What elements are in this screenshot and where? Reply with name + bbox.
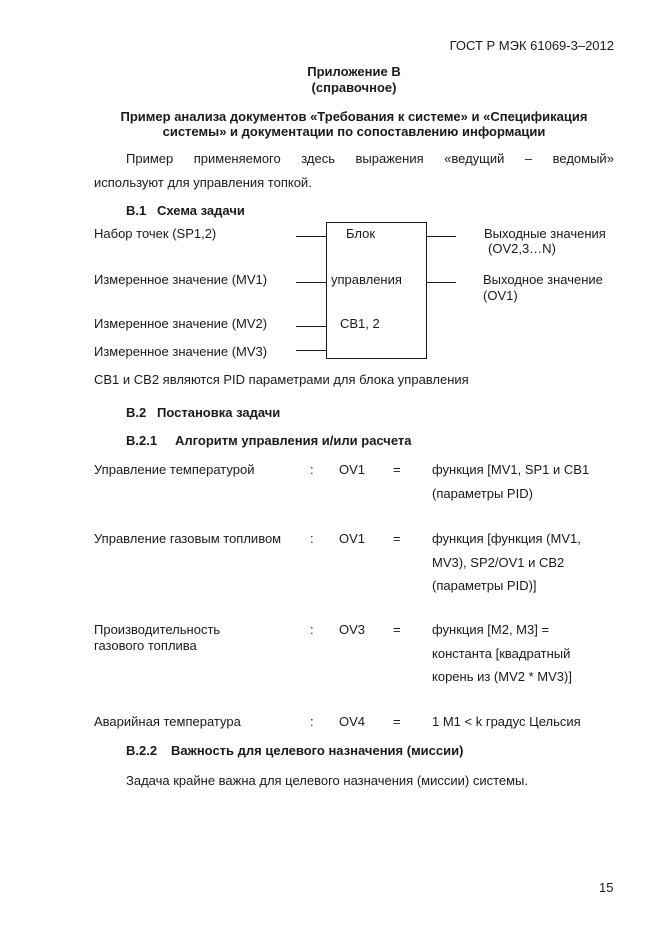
intro-word: здесь [301,151,336,166]
row-variable: OV3 [339,622,366,637]
input-connector-line [296,326,326,327]
document-standard-header: ГОСТ Р МЭК 61069-3–2012 [449,38,614,53]
control-block-label-3: CB1, 2 [340,316,380,331]
output-connector-line [426,282,456,283]
input-connector-line [296,350,326,351]
row-equals: = [393,714,401,729]
diagram-output-2-line1: Выходное значение [483,272,603,287]
row-equals: = [393,462,401,477]
diagram-output-1-line2: (OV2,3…N) [488,241,556,256]
section-b21-number: В.2.1 [126,433,158,448]
row-name: Управление температурой [94,462,255,477]
row-name: газового топлива [94,638,197,653]
intro-word: применяемого [193,151,281,166]
control-block-label-1: Блок [346,226,376,241]
row-variable: OV4 [339,714,366,729]
row-name: Производительность [94,622,221,637]
input-connector-line [296,236,326,237]
diagram-output-1-line1: Выходные значения [484,226,606,241]
diagram-output-2-line2: (OV1) [483,288,518,303]
row-equals: = [393,622,401,637]
section-b1-number: В.1 [126,203,147,218]
intro-word: – [524,151,533,166]
intro-word: «ведущий [444,151,505,166]
row-function-line: константа [квадратный [432,646,571,661]
section-b2-title: Постановка задачи [157,405,281,420]
section-b22-title: Важность для целевого назначения (миссии) [171,743,464,758]
control-block-label-2: управления [331,272,402,287]
row-variable: OV1 [339,531,366,546]
section-b22-number: В.2.2 [126,743,158,758]
diagram-input-mv1: Измеренное значение (MV1) [94,272,268,287]
row-function-line: функция [функция (MV1, [432,531,581,546]
page-number: 15 [599,880,614,895]
appendix-title: Приложение В [307,64,401,79]
intro-line2: используют для управления топкой. [94,175,312,190]
input-connector-line [296,282,326,283]
intro-word: выражения [355,151,424,166]
intro-line1 [126,151,614,166]
section-b1-title: Схема задачи [157,203,245,218]
row-function-line: 1 M1 < k градус Цельсия [432,714,581,729]
intro-word: ведомый» [552,151,614,166]
diagram-input-mv2: Измеренное значение (MV2) [94,316,268,331]
row-function-line: MV3), SP2/OV1 и CB2 [432,555,565,570]
section-b22-text: Задача крайне важна для целевого назначения (миссии) системы. [126,773,529,788]
row-name: Управление газовым топливом [94,531,282,546]
diagram-input-mv3: Измеренное значение (MV3) [94,344,268,359]
section-b21-title: Алгоритм управления и/или расчета [175,433,412,448]
row-colon: : [310,462,314,477]
row-colon: : [310,531,314,546]
row-function-line: функция [MV1, SP1 и CB1 [432,462,590,477]
diagram-input-setpoints: Набор точек (SP1,2) [94,226,217,241]
row-function-line: корень из (MV2 * MV3)] [432,669,572,684]
row-function-line: функция [M2, M3] = [432,622,550,637]
intro-word: Пример [126,151,174,166]
row-equals: = [393,531,401,546]
output-connector-line [426,236,456,237]
row-colon: : [310,714,314,729]
row-variable: OV1 [339,462,366,477]
section-heading-line1: Пример анализа документов «Требования к системе» и «Спецификация [120,109,588,124]
control-block-box [326,222,427,359]
row-colon: : [310,622,314,637]
row-name: Аварийная температура [94,714,241,729]
row-function-line: (параметры PID)] [432,578,537,593]
appendix-subtitle: (справочное) [311,80,397,95]
diagram-note: CB1 и CB2 являются PID параметрами для блока управления [94,372,469,387]
section-b2-number: В.2 [126,405,147,420]
section-heading-line2: системы» и документации по сопоставлению информации [162,124,546,139]
row-function-line: (параметры PID) [432,486,533,501]
